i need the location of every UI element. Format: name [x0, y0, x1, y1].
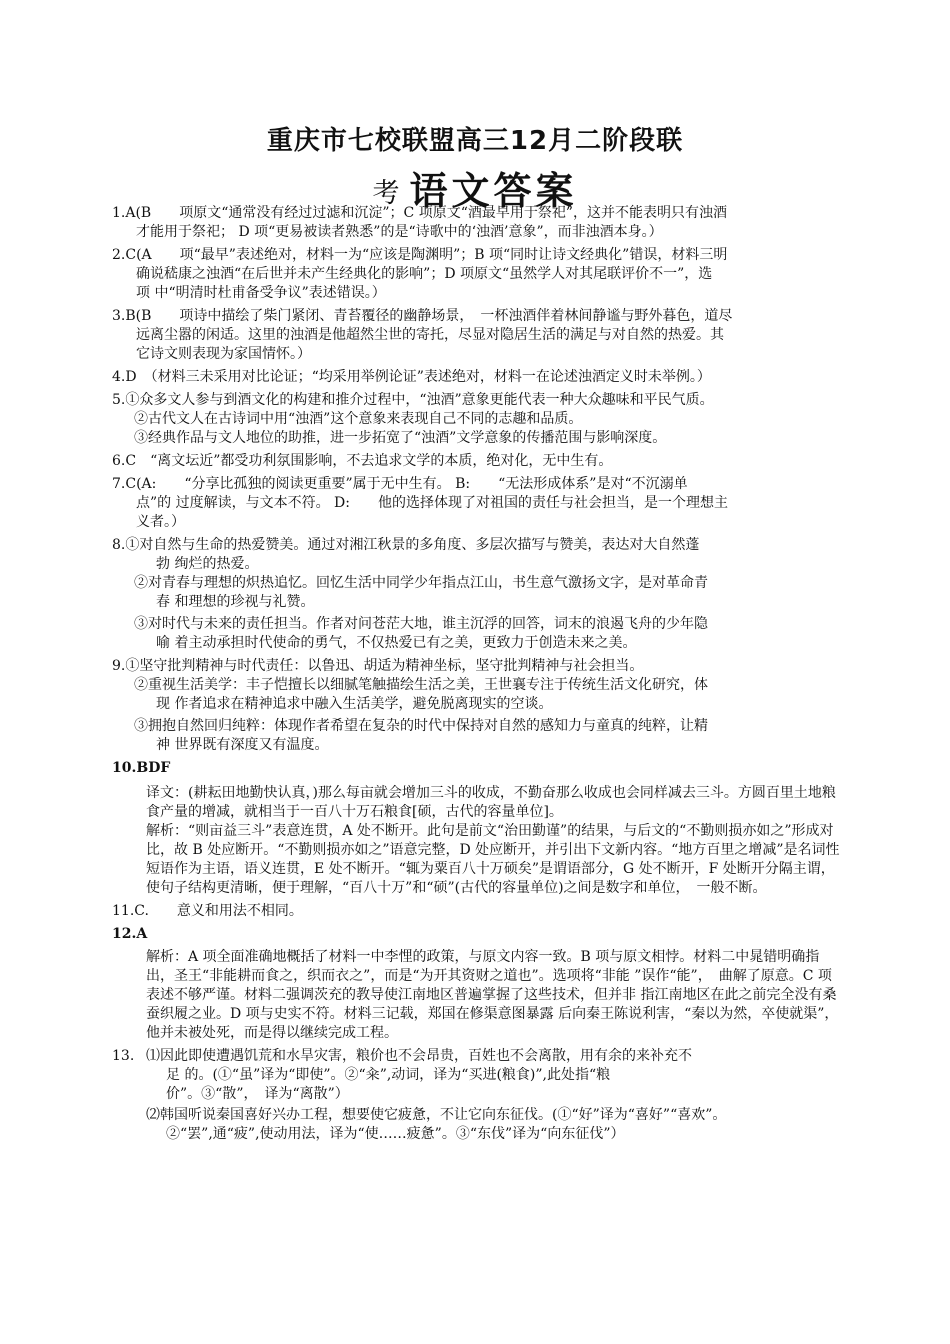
- answer-2: [112, 246, 842, 303]
- answer-6-line: 6.C “离文坛近”都受功利氛围影响，不去追求文学的本质，绝对化，无中生有。: [112, 453, 613, 469]
- answer-13: [112, 1047, 842, 1144]
- answer-3: [112, 307, 842, 364]
- answer-9-point: [112, 676, 842, 714]
- answer-7: [112, 475, 842, 532]
- answer-12: [112, 925, 842, 1043]
- answer-13-part-1: [112, 1047, 842, 1104]
- answer-10-analysis: 解析：“则亩益三斗”表意连贯，A 处不断开。此句是前文“治田勤谨”的结果，与后文的“不勤则损亦如之”形成对比，故 B 处应断开。“不勤则损亦如之”语意完整，D 处应断开，并引出下文新内容。“地方百里之增减”是名词性短语作为主语，语义连贯，E 处不断开。“辄为粟百八十万硕矣”是谓语部分，G 处不断开，F 处断开分隔主谓，使句子结构更清晰，便于理解，“百八十万”和“硕”(古代的容量单位)之间是数字和单位， 一般不断。: [146, 823, 840, 896]
- answer-3-line: 3.B(B 项诗中描绘了柴门紧闭、青苔覆径的幽静场景， 一杯浊酒伴着林间静谧与野外暮色，道尽: [112, 308, 733, 324]
- answer-8-point-line: ②对青春与理想的炽热追忆。回忆生活中同学少年指点江山，书生意气激扬文字，是对革命青: [134, 575, 708, 591]
- answer-13-part-line: 足 的。(①“虽”译为“即使”。②“籴”,动词，译为“买进(粮食)”,此处指“粮: [166, 1067, 611, 1083]
- answer-6: [112, 452, 842, 471]
- answer-8-point: [112, 615, 842, 653]
- answer-12-label: 12.A: [112, 926, 148, 942]
- answer-5: [112, 391, 842, 448]
- answer-3-line: 它诗文则表现为家国情怀。）: [136, 346, 311, 362]
- answer-9-point: 9.①坚守批判精神与时代责任：以鲁迅、胡适为精神坐标，坚守批判精神与社会担当。: [112, 658, 644, 674]
- answer-2-line: 确说嵇康之浊酒“在后世并未产生经典化的影响”；D 项原文“虽然学人对其尾联评价不一”，选: [136, 266, 713, 282]
- answer-13-part-2: [112, 1106, 842, 1144]
- answer-3-line: 远离尘嚣的闲适。这里的浊酒是他超然尘世的寄托，尽显对隐居生活的满足与对自然的热爱。其: [136, 327, 724, 343]
- answer-8-point: 8.①对自然与生命的热爱赞美。通过对湘江秋景的多角度、多层次描写与赞美，表达对大自然蓬: [112, 537, 700, 553]
- answer-4: [112, 368, 842, 387]
- answer-9-point-line: 现 作者追求在精神追求中融入生活美学，避免脱离现实的空谈。: [156, 696, 553, 712]
- answer-9-point-line: ②重视生活美学：丰子恺擅长以细腻笔触描绘生活之美，王世襄专注于传统生活文化研究，体: [134, 677, 708, 693]
- document-title-small: 考: [372, 178, 400, 209]
- answer-10: [112, 759, 842, 898]
- answer-5-point: ③经典作品与文人地位的助推，进一步拓宽了“浊酒”文学意象的传播范围与影响深度。: [134, 430, 667, 446]
- answer-5-point: 5.①众多文人参与到酒文化的构建和推介过程中，“浊酒”意象更能代表一种大众趣味和平民气质。: [112, 392, 714, 408]
- answer-8-point: 勃 绚烂的热爱。: [156, 556, 259, 572]
- answer-13-label: 13.: [112, 1048, 135, 1064]
- answer-9-point-line: 神 世界既有深度又有温度。: [156, 737, 329, 753]
- answer-8-point-line: ③对时代与未来的责任担当。作者对问苍茫大地，谁主沉浮的回答，词末的浪遏飞舟的少年隐: [134, 616, 708, 632]
- answer-8-point-line: 喻 着主动承担时代使命的勇气，不仅热爱已有之美，更致力于创造未来之美。: [156, 635, 637, 651]
- answer-12-analysis: 解析：A 项全面准确地概括了材料一中李悝的政策，与原文内容一致。B 项与原文相悖。材料二中晁错明确指出，圣王“非能耕而食之，织而衣之”，而是“为开其资财之道也”。选项将“非能 ”误作“能”， 曲解了原意。C 项表述不够严谨。材料二强调茨充的教导使江南地区普遍掌握了这些技术，但并非 指江南地区在此之前完全没有桑蚕织履之业。D 项与史实不符。材料三记载，郑国在修渠意图暴露 后向秦王陈说利害，“秦以为然，卒使就渠”，他并未被处死，而是得以继续完成工程。: [146, 949, 839, 1041]
- answer-9-point: [112, 717, 842, 755]
- answer-11-line: 11.C. 意义和用法不相同。: [112, 903, 303, 919]
- answer-7-line: 7.C(A: “分享比孤独的阅读更重要”属于无中生有。 B: “无法形成体系”是对“不沉溺单: [112, 476, 688, 492]
- answer-13-part-line: ⑵韩国听说秦国喜好兴办工程，想要使它疲惫，不让它向东征伐。(①“好”译为“喜好”“喜欢”。: [146, 1107, 727, 1123]
- answer-4-line: 4.D （材料三未采用对比论证；“均采用举例论证”表述绝对，材料一在论述浊酒定义时未举例。）: [112, 369, 711, 385]
- answer-11: [112, 902, 842, 921]
- answer-2-line: 项 中“明清时杜甫备受争议”表述错误。）: [136, 285, 386, 301]
- document-title-main: 语文答案: [409, 169, 578, 213]
- answer-7-line: 义者。）: [136, 514, 185, 530]
- answer-8-point-line: 春 和理想的珍视与礼赞。: [156, 594, 315, 610]
- answer-2-line: 2.C(A 项“最早”表述绝对，材料一为“应该是陶渊明”；B 项“同时让诗文经典化”错误，材料三明: [112, 247, 728, 263]
- answer-1-line: 1.A(B 项原文“通常没有经过过滤和沉淀”；C 项原文“酒最早用于祭祀”，这并不能表明只有浊酒: [112, 205, 728, 221]
- answer-7-line: 点”的 过度解读，与文本不符。 D: 他的选择体现了对祖国的责任与社会担当，是一个理想主: [136, 495, 728, 511]
- answer-body: [112, 204, 842, 1148]
- answer-1-line: 才能用于祭祀； D 项“更易被读者熟悉”的是“诗歌中的‘浊酒’意象”，而非浊酒本身。）: [136, 224, 663, 240]
- answer-1: [112, 204, 842, 242]
- answer-10-label: 10.BDF: [112, 760, 171, 776]
- answer-13-part-line: ②“罢”,通“疲”,使动用法，译为“使……疲惫”。③“东伐”译为“向东征伐”）: [166, 1126, 625, 1142]
- document-title-line1: 重庆市七校联盟高三12月二阶段联: [266, 126, 684, 156]
- answer-8: [112, 536, 842, 653]
- answer-5-point: ②古代文人在古诗词中用“浊酒”这个意象来表现自己不同的志趣和品质。: [134, 411, 583, 427]
- answer-9: [112, 657, 842, 755]
- answer-10-translation: 译文：(耕耘田地勤快认真，)那么每亩就会增加三斗的收成，不勤奋那么收成也会同样减去三斗。方圆百里土地粮食产量的增减，就相当于一百八十万石粮食[硕，古代的容量单位]。: [146, 785, 836, 820]
- answer-8-point: [112, 574, 842, 612]
- answer-9-point-line: ③拥抱自然回归纯粹：体现作者希望在复杂的时代中保持对自然的感知力与童真的纯粹，让精: [134, 718, 708, 734]
- answer-13-part-line: ⑴因此即使遭遇饥荒和水旱灾害，粮价也不会昂贵，百姓也不会离散，用有余的来补充不: [146, 1048, 692, 1064]
- answer-13-part-line: 价”。③“散”， 译为“离散”）: [166, 1086, 349, 1102]
